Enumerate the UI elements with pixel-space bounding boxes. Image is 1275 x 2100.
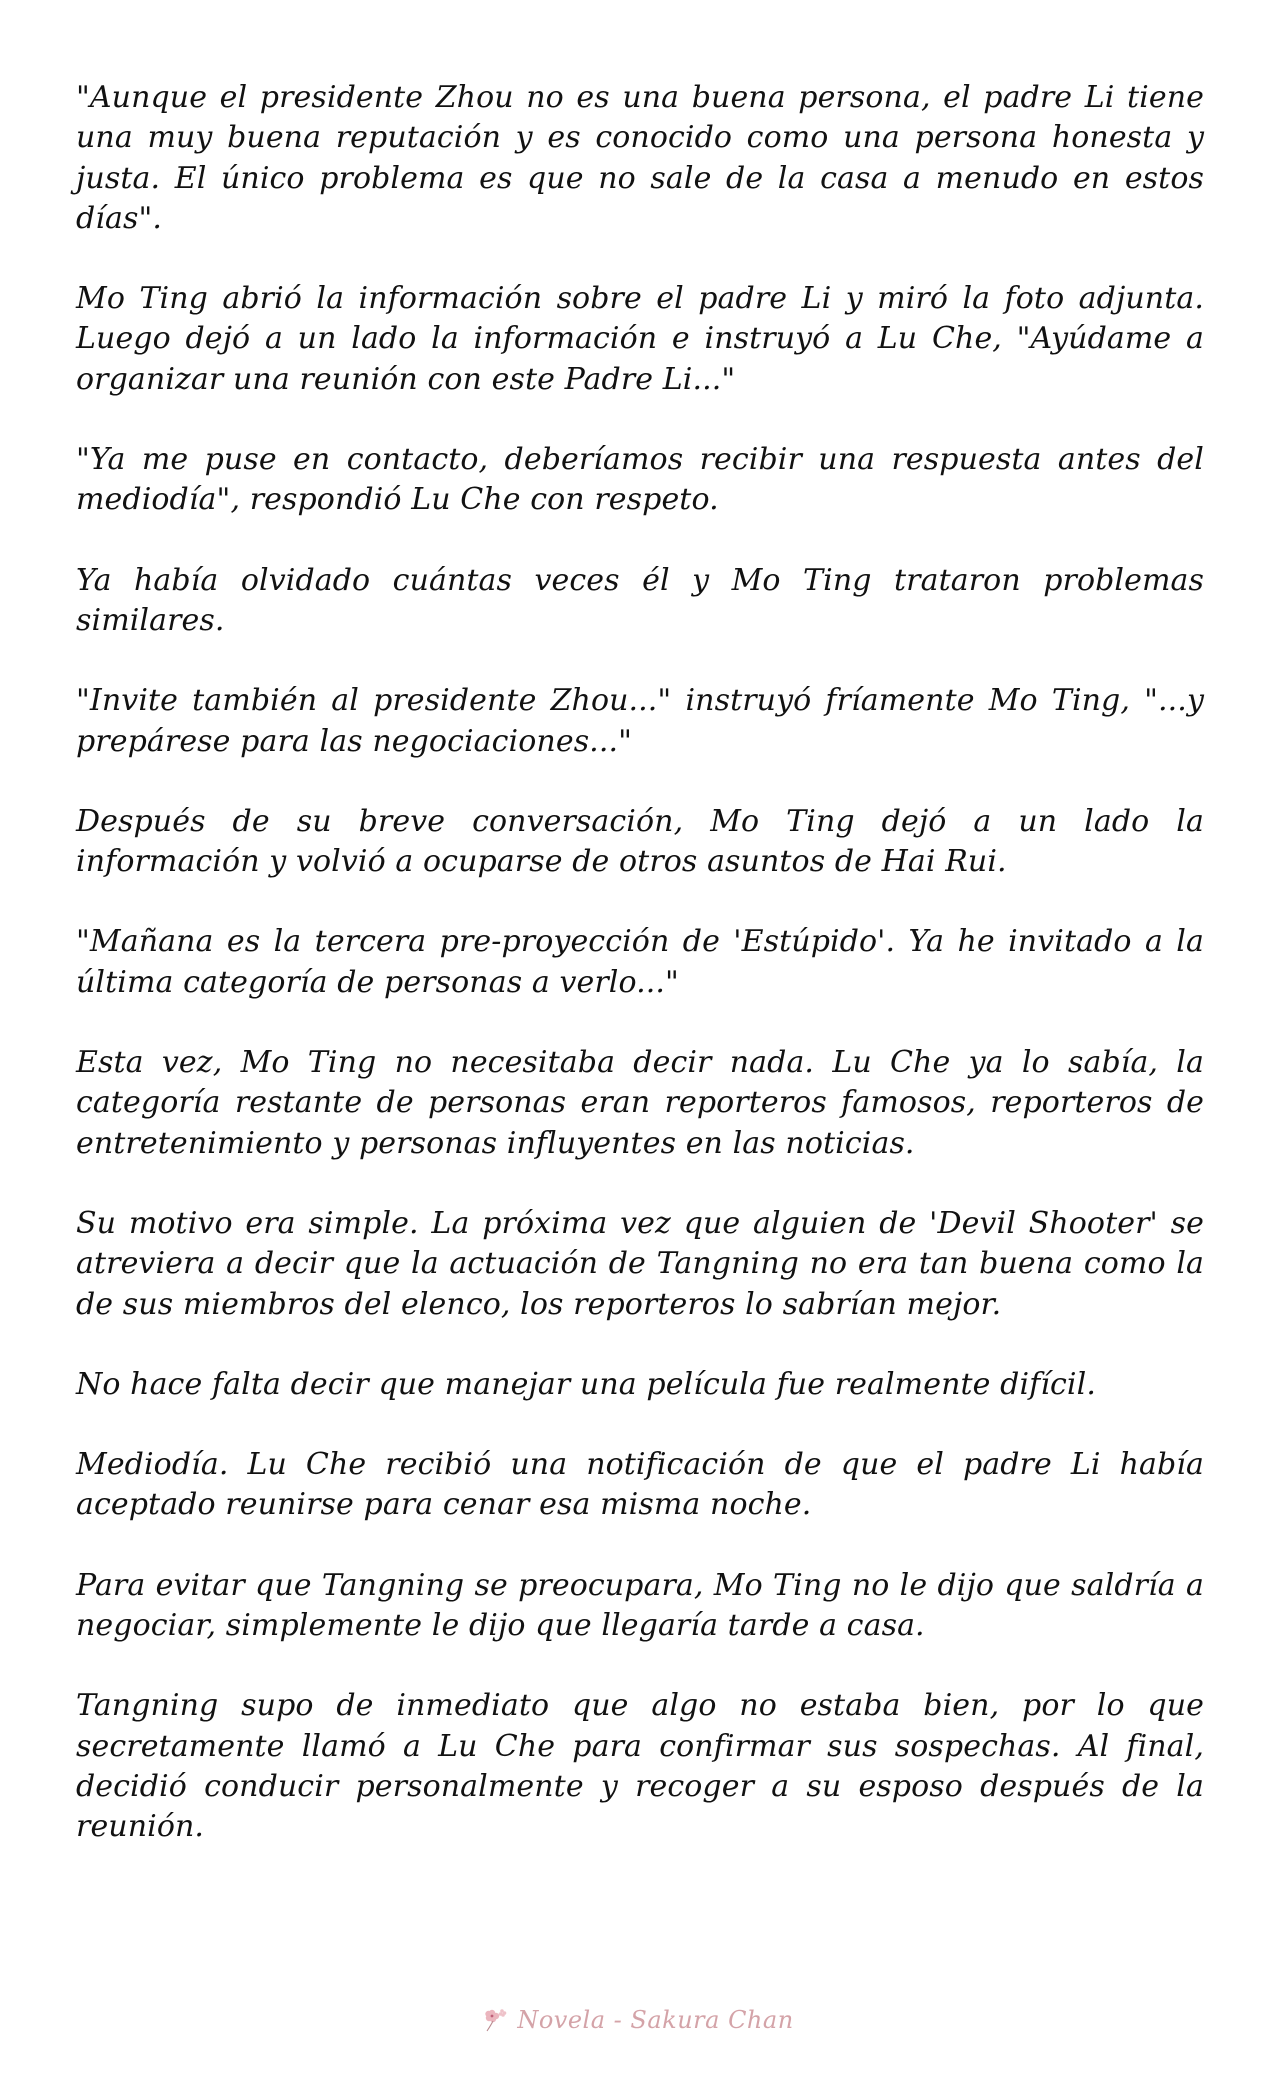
paragraph-6: Después de su breve conversación, Mo Ting dejó a un lado la información y volvió a ocuparse de otros asuntos de Hai Rui. bbox=[76, 803, 1204, 880]
paragraph-2: Mo Ting abrió la información sobre el padre Li y miró la foto adjunta. Luego dejó a un lado la información e instruyó a Lu Che, "Ayúdame a organizar una reunión con este Padre Li..." bbox=[76, 281, 1204, 397]
watermark bbox=[0, 2000, 1275, 2040]
paragraph-12: Para evitar que Tangning se preocupara, Mo Ting no le dijo que saldría a negociar, simplemente le dijo que llegaría tarde a casa. bbox=[76, 1567, 1204, 1644]
watermark-text: Novela - Sakura Chan bbox=[517, 2006, 794, 2034]
paragraph-1: "Aunque el presidente Zhou no es una buena persona, el padre Li tiene una muy buena reputación y es conocido como una persona honesta y justa. El único problema es que no sale de la casa a menudo en estos días". bbox=[76, 80, 1204, 236]
paragraph-11: Mediodía. Lu Che recibió una notificación de que el padre Li había aceptado reunirse para cenar esa misma noche. bbox=[76, 1447, 1204, 1523]
paragraph-10: No hace falta decir que manejar una película fue realmente difícil. bbox=[76, 1366, 1096, 1402]
paragraph-13: Tangning supo de inmediato que algo no estaba bien, por lo que secretamente llamó a Lu Che para confirmar sus sospechas. Al final, decidió conducir personalmente y recoger a su esposo después de la reunión. bbox=[76, 1688, 1204, 1845]
sakura-flower-icon bbox=[481, 2005, 511, 2035]
paragraph-7: "Mañana es la tercera pre-proyección de 'Estúpido'. Ya he invitado a la última categoría de personas a verlo..." bbox=[76, 924, 1204, 1000]
paragraph-3: "Ya me puse en contacto, deberíamos recibir una respuesta antes del mediodía", respondió Lu Che con respeto. bbox=[76, 442, 1204, 518]
paragraph-9: Su motivo era simple. La próxima vez que alguien de 'Devil Shooter' se atreviera a decir que la actuación de Tangning no era tan buena como la de sus miembros del elenco, los reporteros lo sabrían mejor. bbox=[76, 1205, 1204, 1322]
paragraph-5: "Invite también al presidente Zhou..." instruyó fríamente Mo Ting, "...y prepárese para las negociaciones..." bbox=[76, 683, 1204, 759]
document-body bbox=[76, 78, 1204, 1888]
paragraph-8: Esta vez, Mo Ting no necesitaba decir nada. Lu Che ya lo sabía, la categoría restante de personas eran reporteros famosos, reporteros de entretenimiento y personas influyentes en las noticias. bbox=[76, 1045, 1204, 1161]
paragraph-4: Ya había olvidado cuántas veces él y Mo Ting trataron problemas similares. bbox=[76, 562, 1204, 638]
